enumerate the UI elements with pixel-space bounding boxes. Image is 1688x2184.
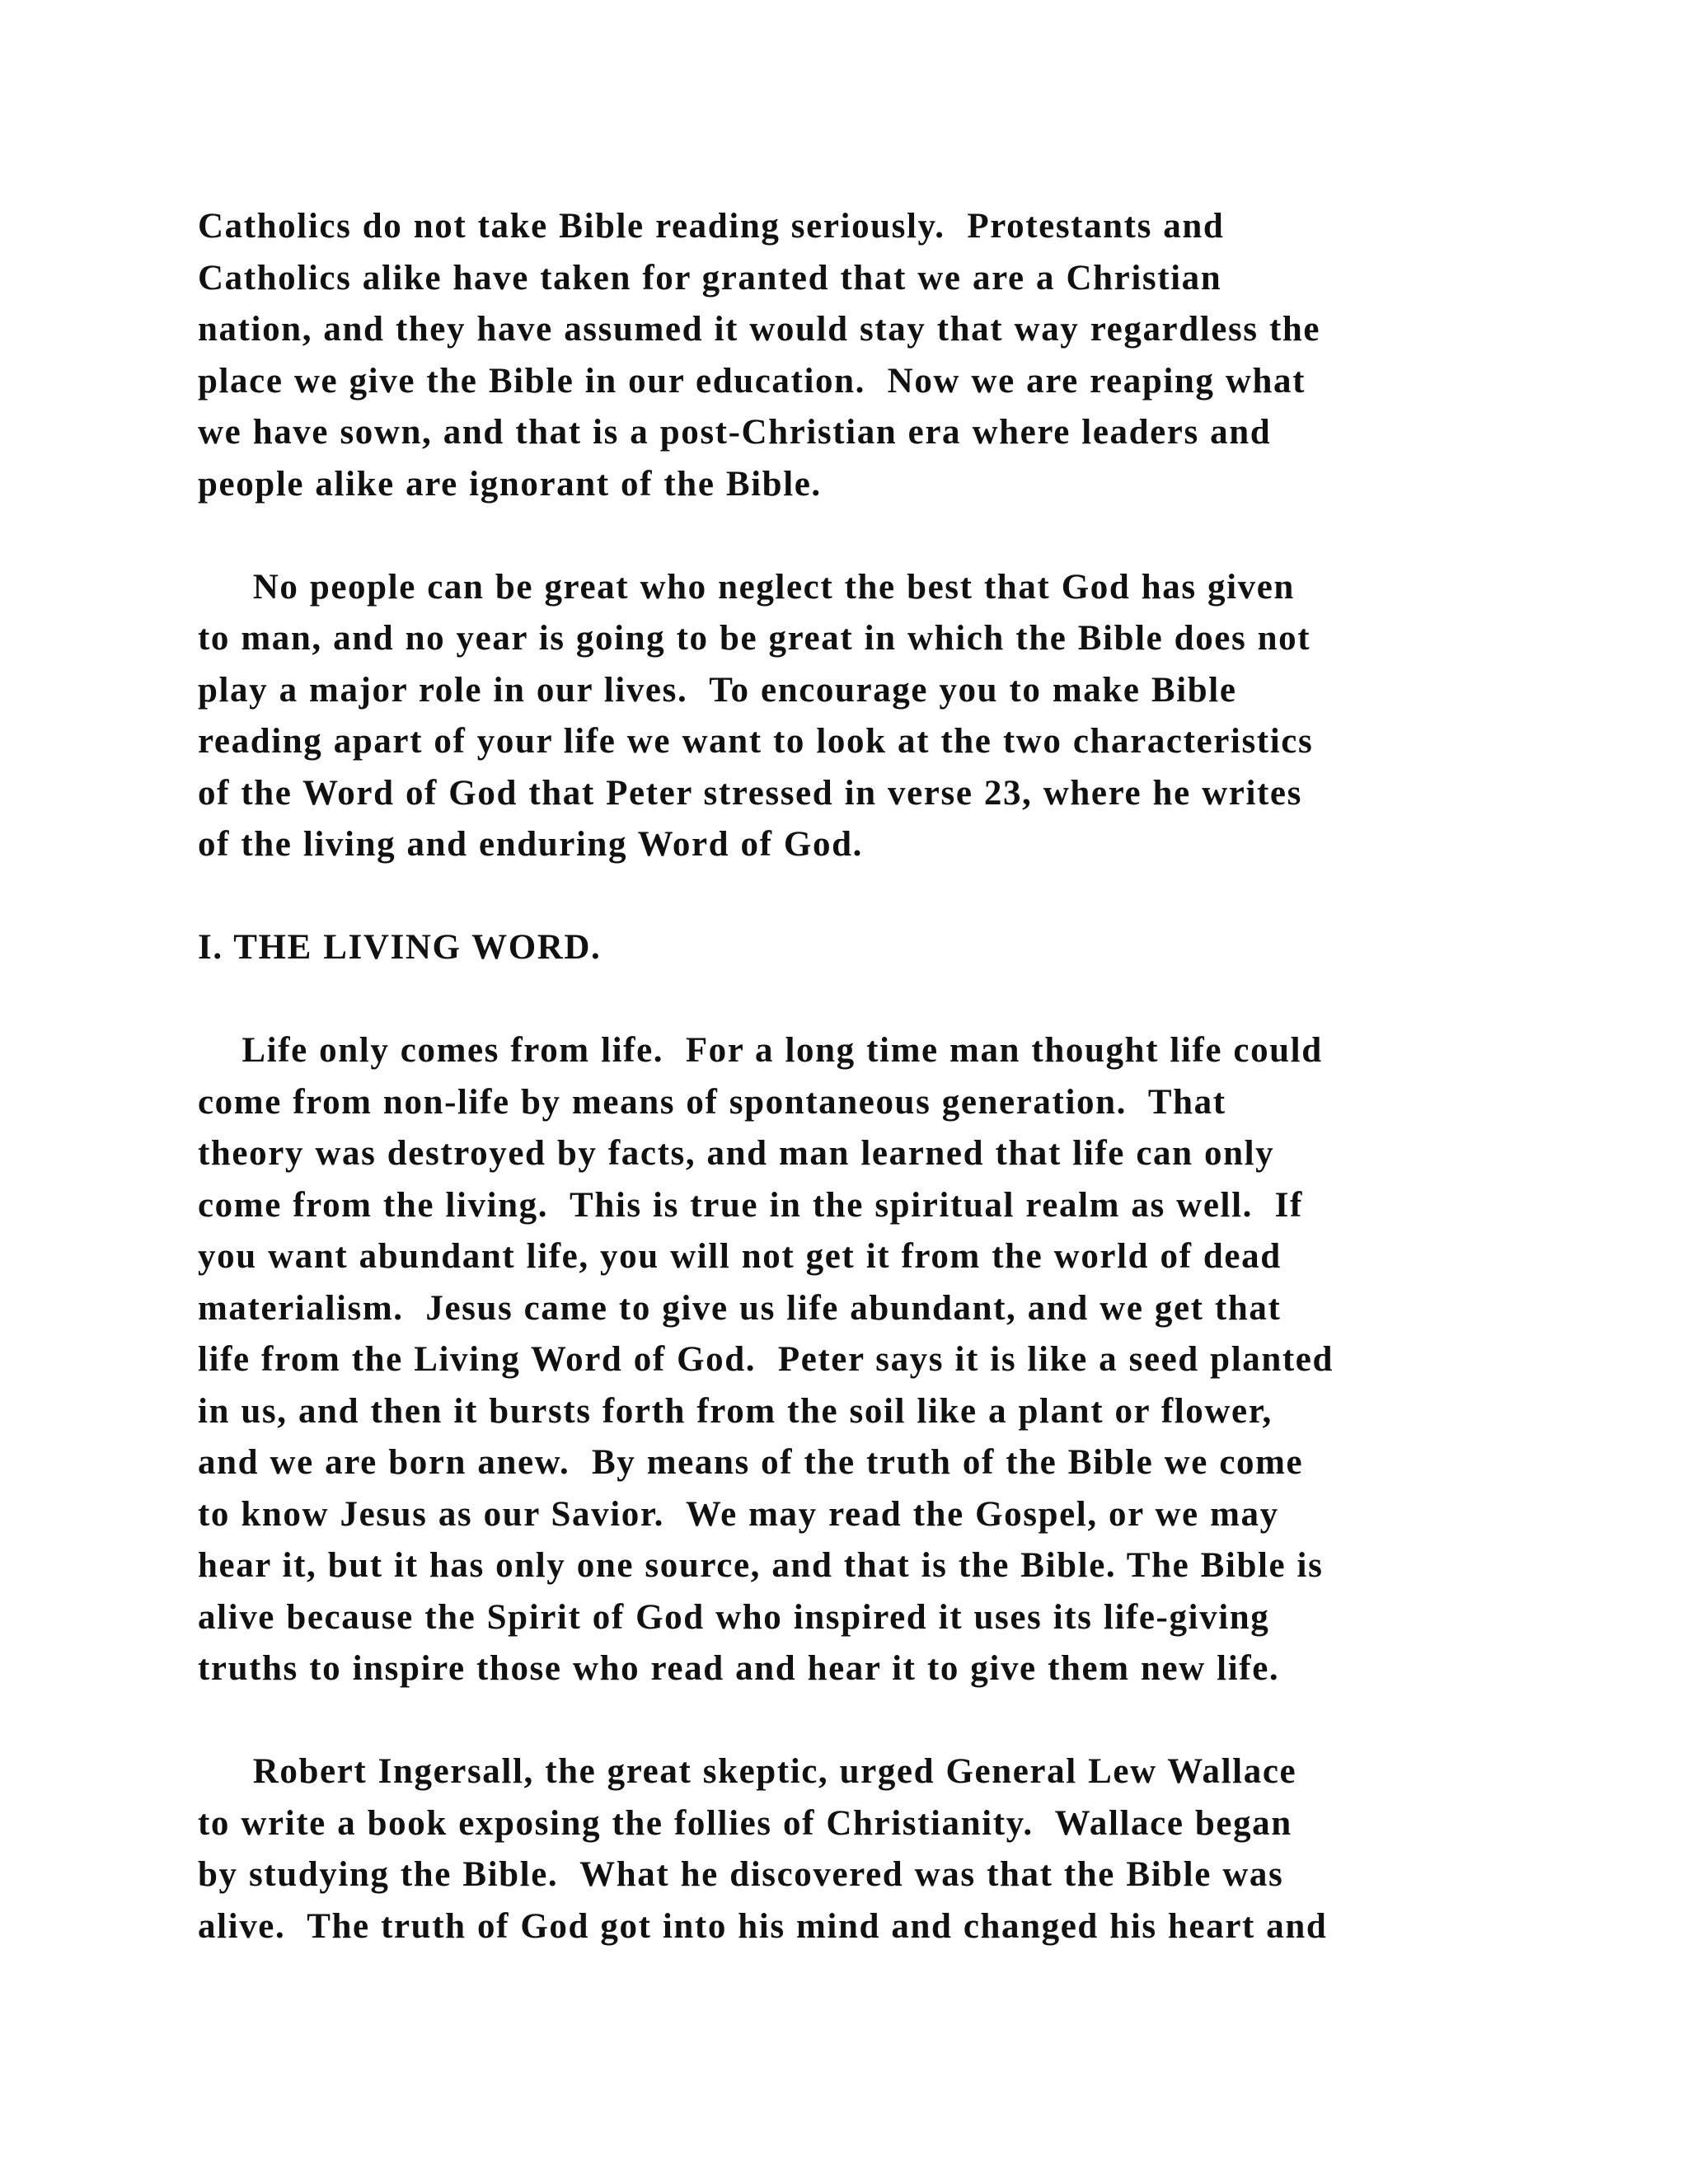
- text-line: and we are born anew. By means of the truth of the Bible we come: [198, 1443, 1304, 1482]
- text-line: play a major role in our lives. To encourage you to make Bible: [198, 670, 1237, 710]
- text-line: we have sown, and that is a post-Christian era where leaders and: [198, 413, 1272, 452]
- text-line: Life only comes from life. For a long time man thought life could: [198, 1031, 1323, 1070]
- text-line: alive because the Spirit of God who inspired it uses its life-giving: [198, 1597, 1270, 1637]
- text-line: alive. The truth of God got into his mind and changed his heart and: [198, 1906, 1328, 1946]
- text-line: hear it, but it has only one source, and that is the Bible. The Bible is: [198, 1546, 1324, 1585]
- text-line: nation, and they have assumed it would stay that way regardless the: [198, 310, 1321, 349]
- text-line: materialism. Jesus came to give us life abundant, and we get that: [198, 1288, 1282, 1328]
- text-line: of the Word of God that Peter stressed in verse 23, where he writes: [198, 773, 1302, 813]
- text-line: you want abundant life, you will not get it from the world of dead: [198, 1237, 1282, 1276]
- paragraph-spacer: [198, 871, 1517, 923]
- text-line: theory was destroyed by facts, and man learned that life can only: [198, 1134, 1275, 1173]
- text-line: reading apart of your life we want to look at the two characteristics: [198, 722, 1314, 761]
- paragraph-spacer: [198, 974, 1517, 1026]
- text-line: to know Jesus as our Savior. We may read the Gospel, or we may: [198, 1494, 1279, 1534]
- paragraph-3: [198, 1025, 1517, 1695]
- text-line: by studying the Bible. What he discovered was that the Bible was: [198, 1855, 1284, 1894]
- text-line: come from the living. This is true in the spiritual realm as well. If: [198, 1185, 1303, 1225]
- text-line: place we give the Bible in our education. Now we are reaping what: [198, 361, 1306, 401]
- text-line: come from non-life by means of spontaneous generation. That: [198, 1082, 1226, 1122]
- document-body: [198, 201, 1517, 1952]
- text-line: to man, and no year is going to be great in which the Bible does not: [198, 619, 1311, 658]
- text-line: truths to inspire those who read and hear it to give them new life.: [198, 1649, 1280, 1688]
- paragraph-spacer: [198, 510, 1517, 562]
- text-line: Robert Ingersall, the great skeptic, urged General Lew Wallace: [198, 1752, 1297, 1791]
- paragraph-1: [198, 201, 1517, 510]
- text-line: people alike are ignorant of the Bible.: [198, 464, 822, 504]
- text-line: to write a book exposing the follies of Christianity. Wallace began: [198, 1803, 1292, 1843]
- paragraph-spacer: [198, 1695, 1517, 1747]
- text-line: Catholics do not take Bible reading seriously. Protestants and: [198, 207, 1225, 246]
- text-line: Catholics alike have taken for granted that we are a Christian: [198, 258, 1222, 298]
- text-line: of the living and enduring Word of God.: [198, 825, 863, 864]
- paragraph-2: [198, 562, 1517, 871]
- paragraph-4: [198, 1746, 1517, 1952]
- text-line: life from the Living Word of God. Peter says it is like a seed planted: [198, 1340, 1334, 1379]
- text-line: in us, and then it bursts forth from the soil like a plant or flower,: [198, 1391, 1273, 1431]
- text-line: No people can be great who neglect the best that God has given: [198, 567, 1295, 607]
- section-heading: I. THE LIVING WORD.: [198, 928, 602, 967]
